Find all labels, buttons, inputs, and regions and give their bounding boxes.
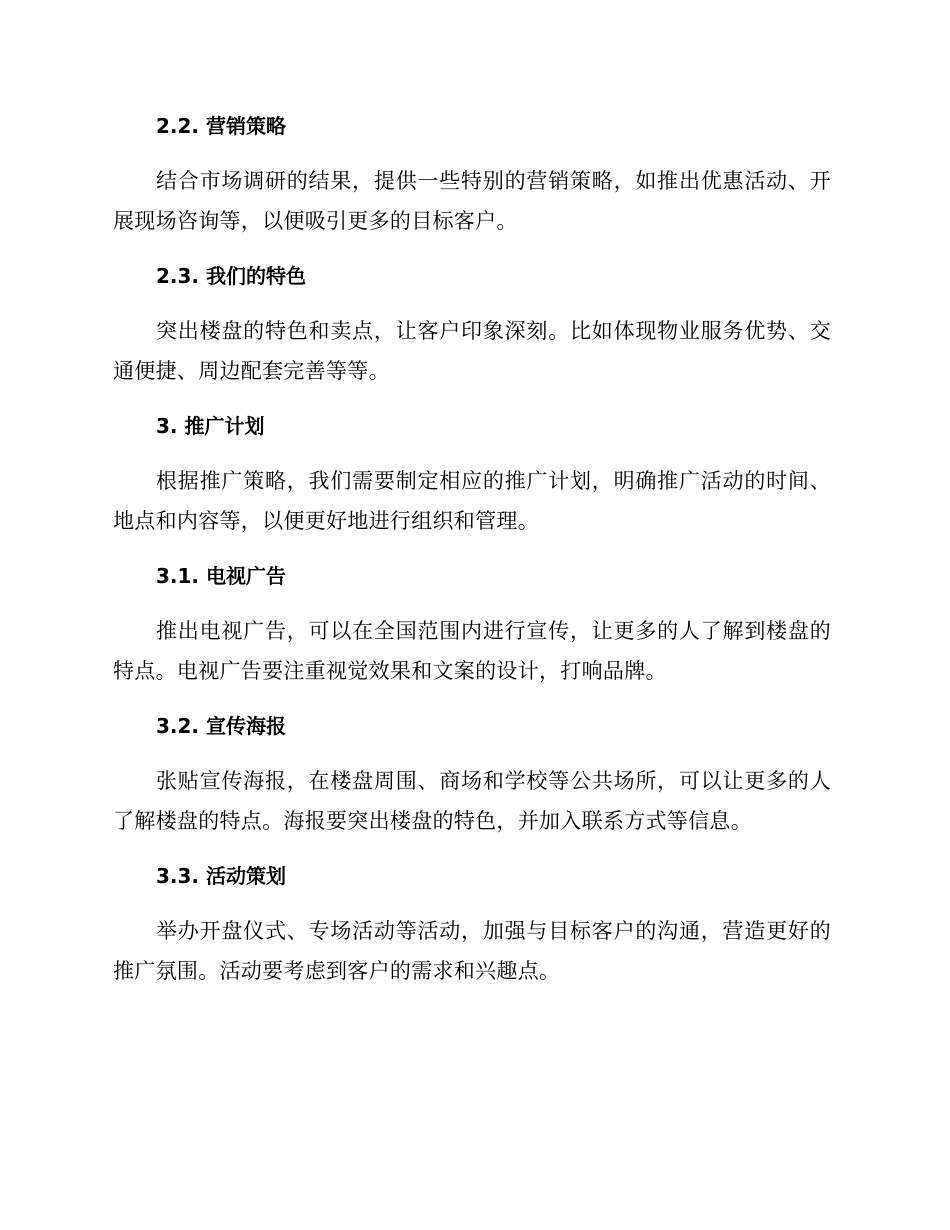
- section-paragraph: 张贴宣传海报，在楼盘周围、商场和学校等公共场所，可以让更多的人了解楼盘的特点。海报要突出楼盘的特色，并加入联系方式等信息。: [113, 769, 831, 833]
- section-event-planning: [113, 858, 831, 991]
- section-heading: 3.1. 电视广告: [156, 564, 286, 588]
- section-heading: 2.3. 我们的特色: [156, 264, 306, 288]
- section-paragraph: 突出楼盘的特色和卖点，让客户印象深刻。比如体现物业服务优势、交通便捷、周边配套完善等等。: [113, 319, 831, 383]
- section-paragraph: 结合市场调研的结果，提供一些特别的营销策略，如推出优惠活动、开展现场咨询等，以便吸引更多的目标客户。: [113, 169, 831, 233]
- section-tv-ads: [113, 558, 831, 691]
- section-heading: 3.2. 宣传海报: [156, 714, 286, 738]
- section-our-features: [113, 258, 831, 391]
- section-heading: 3.3. 活动策划: [156, 864, 286, 888]
- section-paragraph: 推出电视广告，可以在全国范围内进行宣传，让更多的人了解到楼盘的特点。电视广告要注重视觉效果和文案的设计，打响品牌。: [113, 619, 831, 683]
- section-marketing-strategy: [113, 108, 831, 241]
- section-heading: 3. 推广计划: [156, 414, 265, 438]
- section-paragraph: 根据推广策略，我们需要制定相应的推广计划，明确推广活动的时间、地点和内容等，以便更好地进行组织和管理。: [113, 469, 831, 533]
- section-paragraph: 举办开盘仪式、专场活动等活动，加强与目标客户的沟通，营造更好的推广氛围。活动要考虑到客户的需求和兴趣点。: [113, 919, 831, 983]
- section-posters: [113, 708, 831, 841]
- document-body: [113, 108, 831, 1008]
- section-heading: 2.2. 营销策略: [156, 114, 286, 138]
- section-promotion-plan: [113, 408, 831, 541]
